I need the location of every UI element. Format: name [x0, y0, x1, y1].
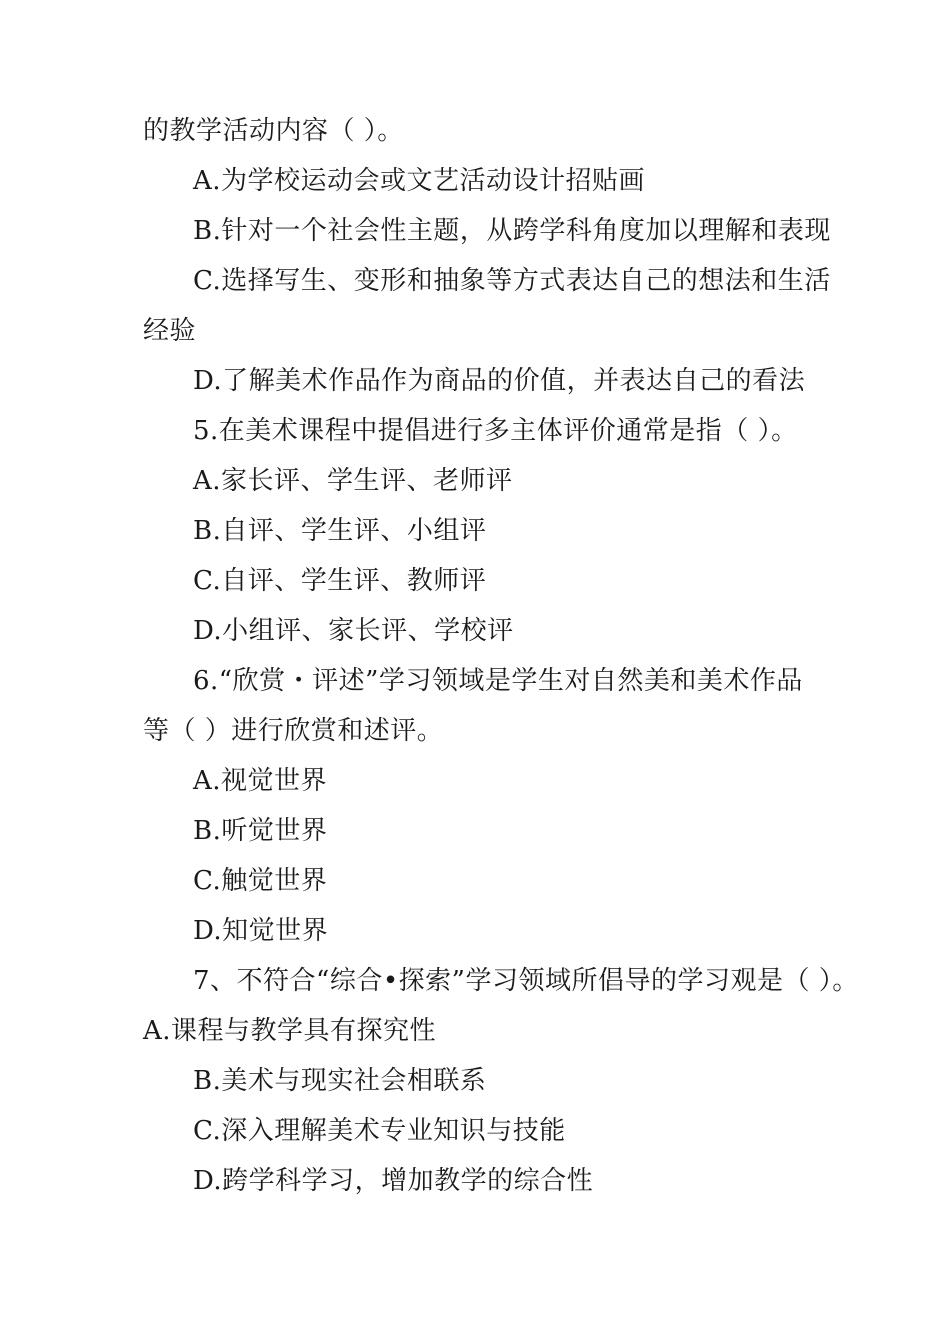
question-5-option-d: D.小组评、家长评、学校评 — [193, 616, 514, 646]
question-4-option-a: A.为学校运动会或文艺活动设计招贴画 — [193, 166, 646, 196]
question-7-option-a: A.课程与教学具有探究性 — [143, 1016, 437, 1046]
question-6-stem: 6.“欣赏・评述”学习领域是学生对自然美和美术作品 — [193, 666, 803, 696]
question-7-option-d: D.跨学科学习，增加教学的综合性 — [193, 1166, 594, 1196]
question-6-option-c: C.触觉世界 — [193, 866, 328, 896]
question-6-stem-continuation: 等（ ）进行欣赏和述评。 — [143, 716, 444, 746]
question-6-option-b: B.听觉世界 — [193, 816, 328, 846]
question-5-option-a: A.家长评、学生评、老师评 — [193, 466, 513, 496]
question-4-option-c: C.选择写生、变形和抽象等方式表达自己的想法和生活 — [193, 266, 831, 296]
question-4-stem-continuation: 的教学活动内容（ ）。 — [143, 116, 404, 146]
question-5-option-c: C.自评、学生评、教师评 — [193, 566, 487, 596]
question-4-option-d: D.了解美术作品作为商品的价值，并表达自己的看法 — [193, 366, 806, 396]
question-7-stem: 7、不符合“综合•探索”学习领域所倡导的学习观是（ ）。 — [193, 966, 859, 996]
question-7-option-b: B.美术与现实社会相联系 — [193, 1066, 487, 1096]
question-6-option-a: A.视觉世界 — [193, 766, 328, 796]
question-4-option-b: B.针对一个社会性主题，从跨学科角度加以理解和表现 — [193, 216, 831, 246]
question-4-option-c-continuation: 经验 — [143, 316, 197, 346]
question-5-stem: 5.在美术课程中提倡进行多主体评价通常是指（ ）。 — [193, 416, 798, 446]
question-6-option-d: D.知觉世界 — [193, 916, 329, 946]
question-5-option-b: B.自评、学生评、小组评 — [193, 516, 487, 546]
question-7-option-c: C.深入理解美术专业知识与技能 — [193, 1116, 566, 1146]
